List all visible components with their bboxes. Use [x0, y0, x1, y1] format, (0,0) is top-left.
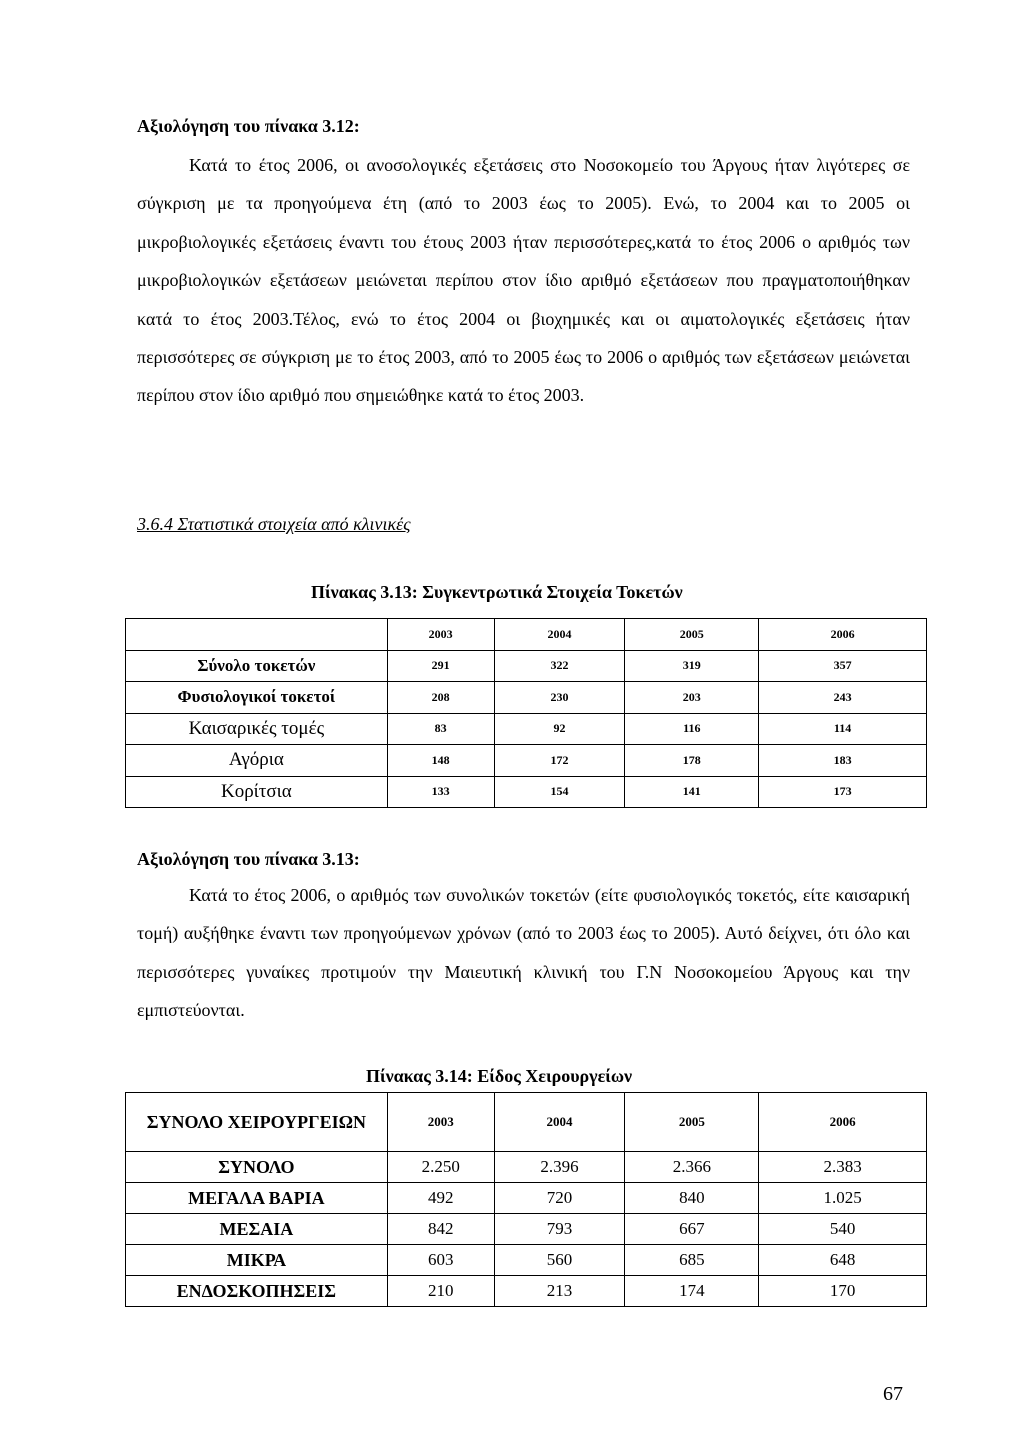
table-row: [126, 650, 927, 682]
surgeries-table: [125, 1092, 927, 1307]
eval-313-heading: Αξιολόγηση του πίνακα 3.13:: [137, 849, 360, 869]
section-title: 3.6.4 Στατιστικά στοιχεία από κλινικές: [137, 514, 411, 534]
eval-312-paragraph: [137, 146, 910, 415]
table-row: [126, 745, 927, 777]
table-cell: 840: [625, 1183, 759, 1214]
table-row: [126, 1183, 927, 1214]
eval-313-paragraph: [137, 876, 910, 1030]
table-header-row: [126, 1093, 927, 1152]
table-cell: 210: [387, 1276, 494, 1307]
table-cell: 178: [625, 745, 759, 777]
year-header: 2004: [494, 619, 625, 651]
table-cell: 133: [387, 776, 494, 808]
row-label: Αγόρια: [126, 745, 388, 777]
table-cell: 92: [494, 713, 625, 745]
table-cell: 243: [759, 682, 927, 714]
row-label: ΜΕΓΑΛΑ ΒΑΡΙΑ: [126, 1183, 388, 1214]
table-row: [126, 1245, 927, 1276]
table-cell: 2.366: [625, 1152, 759, 1183]
row-label: ΜΙΚΡΑ: [126, 1245, 388, 1276]
table-cell: 291: [387, 650, 494, 682]
table-cell: 141: [625, 776, 759, 808]
corner-cell: [126, 619, 388, 651]
table-row: [126, 713, 927, 745]
deliveries-table: [125, 618, 927, 808]
row-label: ΕΝΔΟΣΚΟΠΗΣΕΙΣ: [126, 1276, 388, 1307]
eval-313-text: Κατά το έτος 2006, ο αριθμός των συνολικών τοκετών (είτε φυσιολογικός τοκετός, είτε καισαρική τομή) αυξήθηκε έναντι των προηγούμενων χρόνων (από το 2003 έως το 2005). Αυτό δείχνει, ότι όλο και περισσότερες γυναίκες προτιμούν την Μαιευτική κλινική του Γ.Ν Νοσοκομείου Άργους και την εμπιστεύονται.: [137, 885, 910, 1021]
table-cell: 170: [759, 1276, 927, 1307]
table-cell: 174: [625, 1276, 759, 1307]
table-cell: 357: [759, 650, 927, 682]
row-label: ΜΕΣΑΙΑ: [126, 1214, 388, 1245]
table-cell: 173: [759, 776, 927, 808]
year-header: 2004: [494, 1093, 625, 1152]
table-cell: 560: [494, 1245, 625, 1276]
total-surgeries-header: ΣΥΝΟΛΟ ΧΕΙΡΟΥΡΓΕΙΩΝ: [126, 1093, 388, 1152]
table-row: [126, 1214, 927, 1245]
table-314-caption: Πίνακας 3.14: Είδος Χειρουργείων: [366, 1066, 633, 1086]
page-number: 67: [883, 1383, 903, 1405]
table-cell: 685: [625, 1245, 759, 1276]
row-label: Σύνολο τοκετών: [126, 650, 388, 682]
row-label: Κορίτσια: [126, 776, 388, 808]
table-cell: 213: [494, 1276, 625, 1307]
year-header: 2006: [759, 619, 927, 651]
table-cell: 2.383: [759, 1152, 927, 1183]
table-cell: 319: [625, 650, 759, 682]
row-label: ΣΥΝΟΛΟ: [126, 1152, 388, 1183]
table-cell: 648: [759, 1245, 927, 1276]
table-cell: 230: [494, 682, 625, 714]
table-cell: 322: [494, 650, 625, 682]
table-cell: 720: [494, 1183, 625, 1214]
table-cell: 2.396: [494, 1152, 625, 1183]
row-label: Καισαρικές τομές: [126, 713, 388, 745]
table-cell: 154: [494, 776, 625, 808]
table-cell: 83: [387, 713, 494, 745]
table-cell: 172: [494, 745, 625, 777]
table-cell: 842: [387, 1214, 494, 1245]
table-cell: 208: [387, 682, 494, 714]
table-cell: 1.025: [759, 1183, 927, 1214]
table-row: [126, 1276, 927, 1307]
table-cell: 603: [387, 1245, 494, 1276]
row-label: Φυσιολογικοί τοκετοί: [126, 682, 388, 714]
table-cell: 2.250: [387, 1152, 494, 1183]
table-cell: 540: [759, 1214, 927, 1245]
table-cell: 667: [625, 1214, 759, 1245]
table-cell: 183: [759, 745, 927, 777]
table-cell: 116: [625, 713, 759, 745]
table-header-row: [126, 619, 927, 651]
table-cell: 114: [759, 713, 927, 745]
table-row: [126, 682, 927, 714]
year-header: 2006: [759, 1093, 927, 1152]
year-header: 2003: [387, 1093, 494, 1152]
table-cell: 793: [494, 1214, 625, 1245]
table-cell: 203: [625, 682, 759, 714]
year-header: 2005: [625, 619, 759, 651]
eval-312-text: Κατά το έτος 2006, οι ανοσολογικές εξετάσεις στο Νοσοκομείο του Άργους ήταν λιγότερες σε σύγκριση με τα προηγούμενα έτη (από το 2003 έως το 2005). Ενώ, το 2004 και το 2005 οι μικροβιολογικές εξετάσεις έναντι του έτους 2003 ήταν περισσότερες,κατά το έτος 2006 ο αριθμός των μικροβιολογικών εξετάσεων μειώνεται περίπου στον ίδιο αριθμό εξετάσεων που πραγματοποιήθηκαν κατά το έτος 2003.Τέλος, ενώ το έτος 2004 οι βιοχημικές και οι αιματολογικές εξετάσεις ήταν περισσότερες σε σύγκριση με το έτος 2003, από το 2005 έως το 2006 ο αριθμός των εξετάσεων μειώνεται περίπου στον ίδιο αριθμό που σημειώθηκε κατά το έτος 2003.: [137, 155, 910, 406]
table-313-caption: Πίνακας 3.13: Συγκεντρωτικά Στοιχεία Τοκετών: [311, 582, 683, 602]
year-header: 2003: [387, 619, 494, 651]
table-row: [126, 776, 927, 808]
eval-312-heading: Αξιολόγηση του πίνακα 3.12:: [137, 116, 360, 136]
table-row: [126, 1152, 927, 1183]
table-cell: 492: [387, 1183, 494, 1214]
table-cell: 148: [387, 745, 494, 777]
year-header: 2005: [625, 1093, 759, 1152]
